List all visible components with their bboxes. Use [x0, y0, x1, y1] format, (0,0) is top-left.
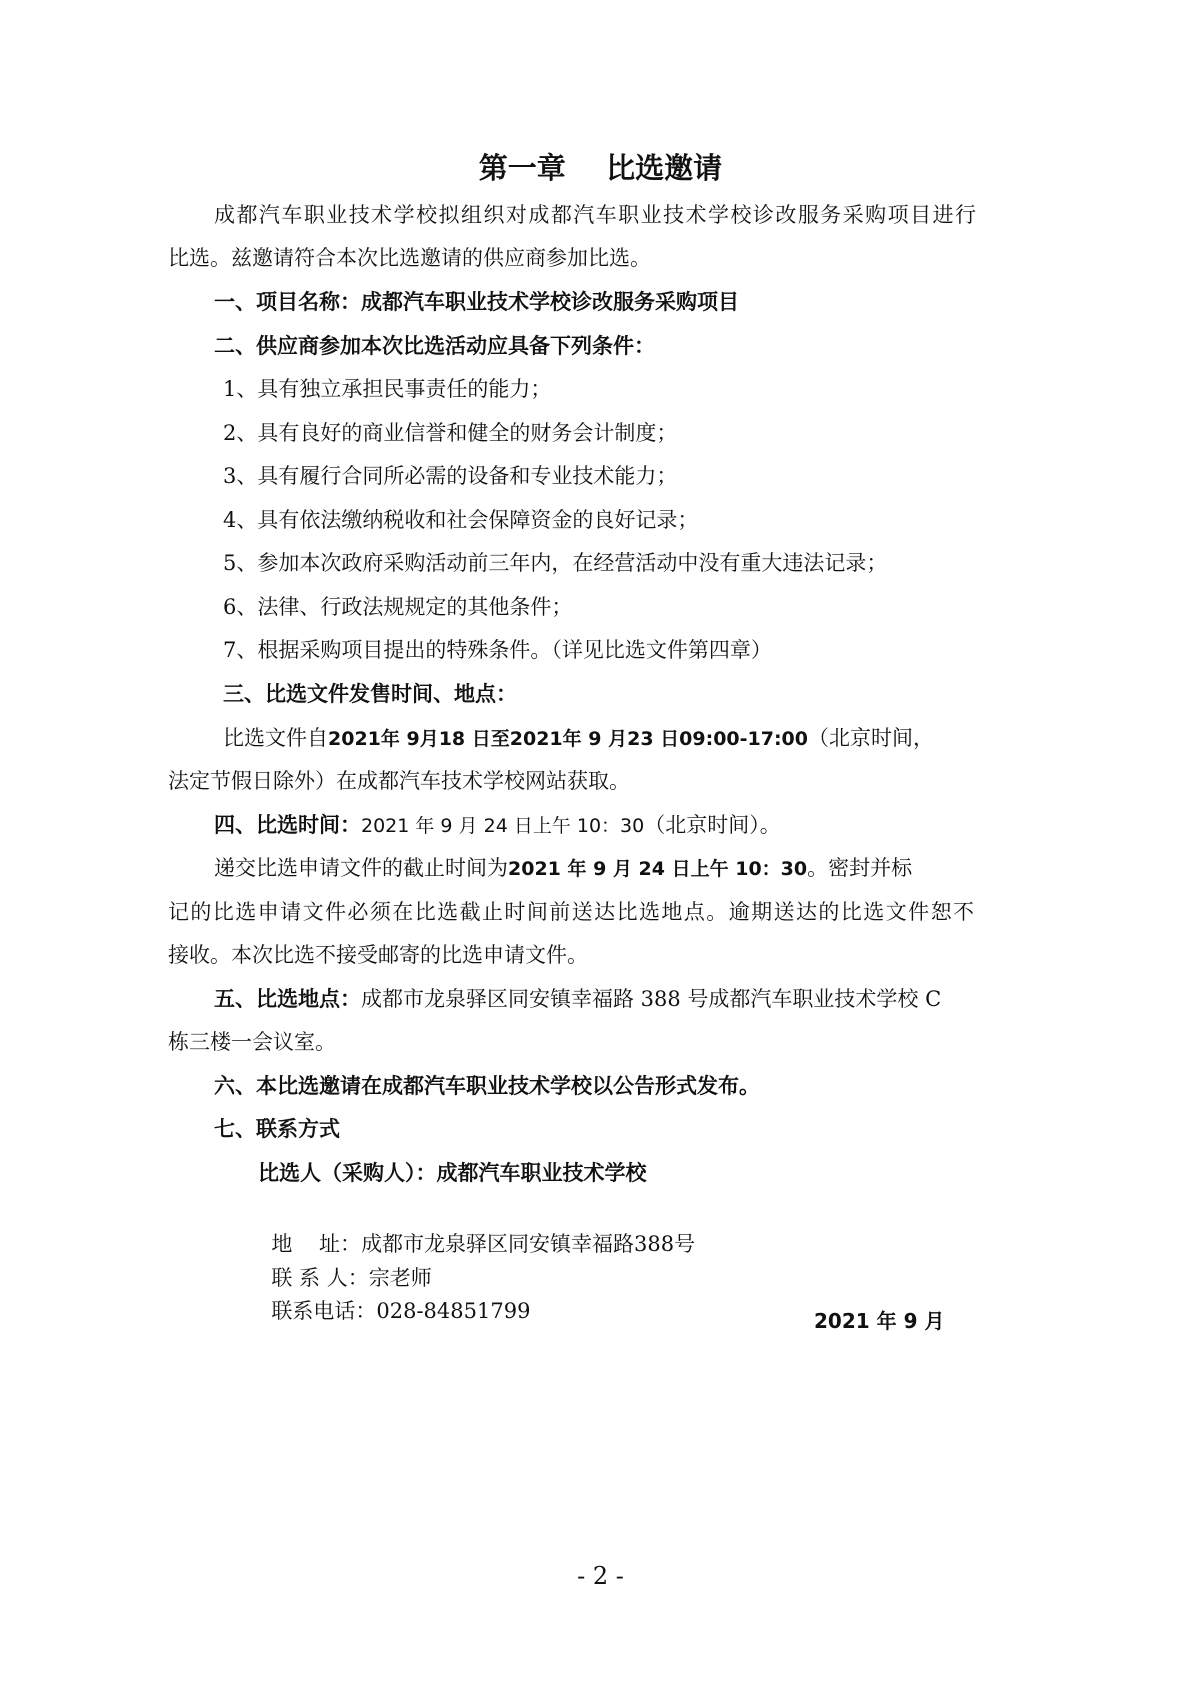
- condition-item: 4、具有依法缴纳税收和社会保障资金的良好记录；: [223, 508, 699, 532]
- sale-period-dates: 2021年 9月18 日至2021年 9 月23 日09:00-17:00: [328, 728, 809, 750]
- sale-period-line: [223, 723, 934, 754]
- address-value: 成都市龙泉驿区同安镇幸福路388号: [361, 1232, 696, 1256]
- section-5-line: [214, 984, 941, 1014]
- document-date: 2021 年 9 月: [814, 1309, 945, 1333]
- section-3-heading: 三、比选文件发售时间、地点：: [223, 681, 517, 706]
- sale-period-prefix: 比选文件自: [223, 726, 328, 750]
- contact-label: 联 系 人：: [271, 1266, 369, 1290]
- address-label: 地 址：: [271, 1232, 362, 1256]
- section-6-announcement: 六、本比选邀请在成都汽车职业技术学校以公告形式发布。: [214, 1073, 760, 1098]
- deadline-suffix: 。密封并标: [807, 856, 913, 880]
- condition-item: 6、法律、行政法规规定的其他条件；: [223, 595, 573, 619]
- selection-location: 成都市龙泉驿区同安镇幸福路 388 号成都汽车职业技术学校 C: [361, 987, 942, 1011]
- deadline-line-2: 记的比选申请文件必须在比选截止时间前送达比选地点。逾期送达的比选文件恕不: [168, 900, 974, 924]
- intro-line-2: 比选。兹邀请符合本次比选邀请的供应商参加比选。: [168, 246, 651, 270]
- sale-period-suffix: （北京时间，: [808, 726, 935, 750]
- condition-item: 7、根据采购项目提出的特殊条件。（详见比选文件第四章）: [223, 638, 772, 662]
- sale-period-line-2: 法定节假日除外）在成都汽车技术学校网站获取。: [168, 769, 630, 793]
- deadline-prefix: 递交比选申请文件的截止时间为: [214, 856, 508, 880]
- deadline-line: [214, 853, 912, 884]
- condition-item: 3、具有履行合同所必需的设备和专业技术能力；: [223, 464, 678, 488]
- section-2-heading: 二、供应商参加本次比选活动应具备下列条件：: [214, 333, 655, 358]
- condition-item: 5、参加本次政府采购活动前三年内，在经营活动中没有重大违法记录；: [223, 551, 888, 575]
- contact-value: 宗老师: [368, 1266, 432, 1290]
- selection-time-suffix: （北京时间）。: [644, 813, 781, 837]
- section-4-line: [214, 810, 781, 841]
- deadline-time: 2021 年 9 月 24 日上午 10：30: [508, 858, 808, 880]
- phone-value: 028-84851799: [376, 1299, 531, 1323]
- phone-label: 联系电话：: [271, 1299, 377, 1323]
- section-7-heading: 七、联系方式: [214, 1116, 340, 1141]
- deadline-line-3: 接收。本次比选不接受邮寄的比选申请文件。: [168, 943, 588, 967]
- page-number: - 2 -: [577, 1562, 624, 1590]
- section-1-project-name: 一、项目名称：成都汽车职业技术学校诊改服务采购项目: [214, 289, 739, 314]
- condition-item: 2、具有良好的商业信誉和健全的财务会计制度；: [223, 421, 678, 445]
- buyer-name: 比选人（采购人）：成都汽车职业技术学校: [258, 1160, 647, 1185]
- condition-item: 1、具有独立承担民事责任的能力；: [223, 377, 552, 401]
- phone-line: [258, 1266, 530, 1326]
- section-5-label: 五、比选地点：: [214, 986, 361, 1011]
- selection-location-line-2: 栋三楼一会议室。: [168, 1030, 336, 1054]
- section-4-label: 四、比选时间：: [214, 812, 361, 837]
- intro-line-1: 成都汽车职业技术学校拟组织对成都汽车职业技术学校诊改服务采购项目进行: [214, 203, 976, 227]
- page-title: 第一章 比选邀请: [478, 151, 723, 185]
- selection-time: 2021 年 9 月 24 日上午 10：30: [361, 815, 645, 837]
